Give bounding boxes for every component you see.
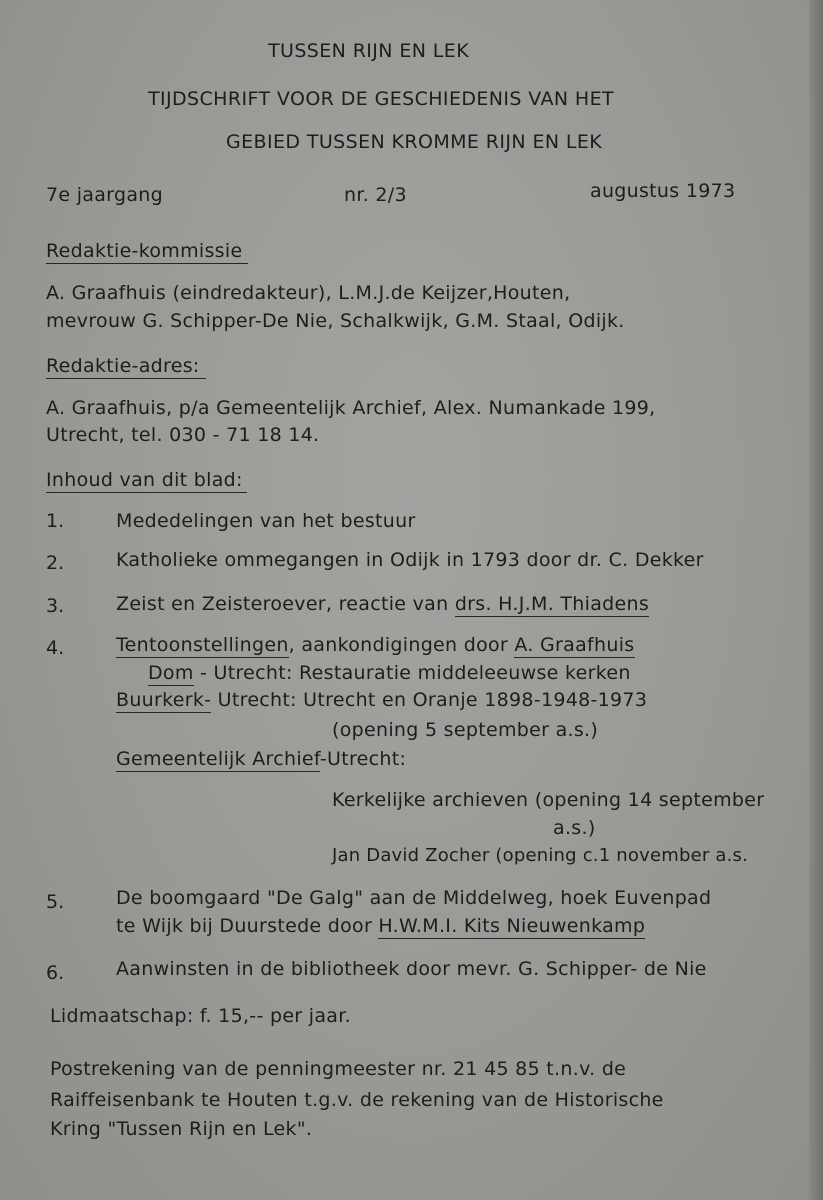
editorial-heading: Redaktie-kommissie: [46, 240, 248, 264]
buurkerk-label: Buurkerk-: [116, 689, 212, 711]
item-3-title: Zeist en Zeisteroever, reactie van: [116, 593, 455, 615]
journal-subtitle-1: TIJDSCHRIFT VOOR DE GESCHIEDENIS VAN HET: [148, 88, 615, 110]
contents-item-1: Mededelingen van het bestuur: [116, 510, 416, 532]
item-number: 2.: [46, 552, 65, 574]
item-5-author: H.W.M.I. Kits Nieuwenkamp: [378, 915, 646, 937]
page-edge-shadow: [809, 0, 823, 1200]
item-number: 3.: [46, 595, 65, 617]
address-heading: Redaktie-adres:: [46, 355, 206, 379]
item-4-author: A. Graafhuis: [514, 634, 635, 656]
journal-subtitle-2: GEBIED TUSSEN KROMME RIJN EN LEK: [226, 131, 603, 153]
postal-line-2: Raiffeisenbank te Houten t.g.v. de rekening van de Historische: [50, 1089, 664, 1111]
item-number: 5.: [46, 891, 65, 913]
contents-item-5-line-2: [116, 915, 645, 937]
exhibition-buurkerk: [116, 689, 647, 711]
contents-heading: Inhoud van dit blad:: [46, 469, 247, 493]
archief-sub-2: Jan David Zocher (opening c.1 november a.s.: [332, 845, 749, 866]
postal-line-1: Postrekening van de penningmeester nr. 21 45 85 t.n.v. de: [50, 1058, 627, 1080]
buurkerk-text: Utrecht: Utrecht en Oranje 1898-1948-1973: [211, 689, 648, 711]
dom-text: - Utrecht: Restauratie middeleeuwse kerken: [193, 662, 631, 684]
dom-label: Dom: [148, 662, 194, 684]
item-number: 4.: [46, 637, 65, 659]
archief-sub-1-date: a.s.): [553, 817, 596, 839]
journal-title: TUSSEN RIJN EN LEK: [268, 40, 470, 62]
postal-line-3: Kring "Tussen Rijn en Lek".: [50, 1118, 313, 1140]
issue-number: nr. 2/3: [344, 184, 407, 206]
archief-sub-1: Kerkelijke archieven (opening 14 september: [332, 789, 765, 811]
exhibition-archief: [116, 748, 406, 770]
membership-fee: Lidmaatschap: f. 15,-- per jaar.: [50, 1005, 351, 1027]
archief-text: -Utrecht:: [319, 748, 407, 770]
exhibition-dom: [148, 662, 631, 684]
buurkerk-opening: (opening 5 september a.s.): [332, 719, 599, 741]
contents-item-2: Katholieke ommegangen in Odijk in 1793 door dr. C. Dekker: [116, 549, 704, 571]
contents-item-5-line-1: De boomgaard "De Galg" aan de Middelweg, hoek Euvenpad: [116, 887, 712, 909]
issue-date: augustus 1973: [590, 180, 736, 202]
contents-item-6: Aanwinsten in de bibliotheek door mevr. G. Schipper- de Nie: [116, 958, 707, 980]
item-3-author: drs. H.J.M. Thiadens: [454, 593, 650, 615]
contents-item-4: [116, 634, 635, 656]
archief-label: Gemeentelijk Archief: [116, 748, 320, 770]
address-line-1: A. Graafhuis, p/a Gemeentelijk Archief, Alex. Numankade 199,: [46, 397, 656, 419]
item-4-title: Tentoonstellingen: [116, 634, 289, 656]
contents-item-3: [116, 593, 649, 615]
editorial-line-1: A. Graafhuis (eindredakteur), L.M.J.de Keijzer,Houten,: [46, 282, 571, 304]
editorial-line-2: mevrouw G. Schipper-De Nie, Schalkwijk, G.M. Staal, Odijk.: [46, 310, 625, 332]
item-5-place: te Wijk bij Duurstede door: [116, 915, 379, 937]
volume: 7e jaargang: [46, 184, 163, 206]
item-number: 1.: [46, 510, 65, 532]
item-number: 6.: [46, 962, 65, 984]
item-4-rest: , aankondigingen door: [288, 634, 515, 656]
address-line-2: Utrecht, tel. 030 - 71 18 14.: [46, 424, 320, 446]
